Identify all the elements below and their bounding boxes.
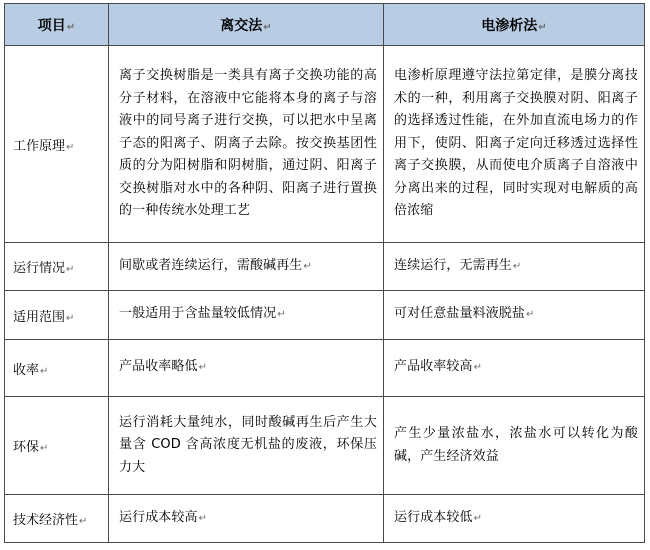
ion-exchange-cell: 产品收率略低↵ (109, 340, 384, 397)
paragraph-mark-icon: ↵ (66, 141, 75, 153)
table-row (5, 46, 645, 243)
electrodialysis-cell: 电渗析原理遵守法拉第定律，是膜分离技术的一种，利用离子交换膜对阴、阳离子的选择透过性能，在外加直流电场力的作用下，使阴、阳离子定向迁移透过选择性离子交换膜，从而使电介质离子自溶液中分离出来的过程，同时实现对电解质的高倍浓缩 (384, 46, 645, 243)
ion-exchange-cell: 离子交换树脂是一类具有离子交换功能的高分子材料，在溶液中它能将本身的离子与溶液中的同号离子进行交换，可以把水中呈离子态的阳离子、阴离子去除。按交换基团性质的分为阳树脂和阴树脂，通过阴、阳离子交换树脂对水中的各种阴、阳离子进行置换的一种传统水处理工艺 (109, 46, 384, 243)
electrodialysis-cell: 连续运行，无需再生↵ (384, 243, 645, 291)
header-row (5, 4, 645, 46)
paragraph-mark-icon: ↵ (512, 260, 522, 272)
header-item: 项目↵ (5, 4, 109, 46)
row-label: 工作原理↵ (5, 46, 109, 243)
paragraph-mark-icon: ↵ (40, 443, 49, 454)
paragraph-mark-icon: ↵ (473, 362, 483, 374)
table-row (5, 291, 645, 340)
paragraph-mark-icon: ↵ (66, 21, 76, 33)
row-label: 适用范围↵ (5, 291, 109, 340)
ion-exchange-cell: 运行成本较高↵ (109, 495, 384, 543)
table-row (5, 243, 645, 291)
paragraph-mark-icon: ↵ (198, 362, 208, 374)
paragraph-mark-icon: ↵ (277, 309, 286, 321)
row-label: 技术经济性↵ (5, 495, 109, 543)
header-ion-exchange: 离交法↵ (109, 4, 384, 46)
electrodialysis-cell: 可对任意盐量料液脱盐↵ (384, 291, 645, 340)
row-label: 环保↵ (5, 397, 109, 495)
table-row (5, 340, 645, 397)
paragraph-mark-icon: ↵ (66, 312, 75, 324)
table-row (5, 397, 645, 495)
paragraph-mark-icon: ↵ (66, 264, 75, 275)
paragraph-mark-icon: ↵ (263, 21, 272, 33)
paragraph-mark-icon: ↵ (40, 365, 49, 377)
paragraph-mark-icon: ↵ (79, 516, 88, 527)
ion-exchange-cell: 运行消耗大量纯水，同时酸碱再生后产生大量含 COD 含高浓度无机盐的废液，环保压力大 (109, 397, 384, 495)
paragraph-mark-icon: ↵ (473, 512, 483, 524)
table-row (5, 495, 645, 543)
paragraph-mark-icon: ↵ (198, 512, 208, 524)
paragraph-mark-icon: ↵ (303, 260, 312, 272)
electrodialysis-cell: 产生少量浓盐水，浓盐水可以转化为酸碱，产生经济效益 (384, 397, 645, 495)
ion-exchange-cell: 间歇或者连续运行，需酸碱再生↵ (109, 243, 384, 291)
row-label: 收率↵ (5, 340, 109, 397)
comparison-table (4, 3, 645, 543)
electrodialysis-cell: 产品收率较高↵ (384, 340, 645, 397)
electrodialysis-cell: 运行成本较低↵ (384, 495, 645, 543)
table-header (5, 4, 645, 46)
table-body (5, 46, 645, 543)
ion-exchange-cell: 一般适用于含盐量较低情况↵ (109, 291, 384, 340)
paragraph-mark-icon: ↵ (538, 21, 547, 33)
paragraph-mark-icon: ↵ (526, 309, 535, 321)
header-electrodialysis: 电渗析法↵ (384, 4, 645, 46)
row-label: 运行情况↵ (5, 243, 109, 291)
